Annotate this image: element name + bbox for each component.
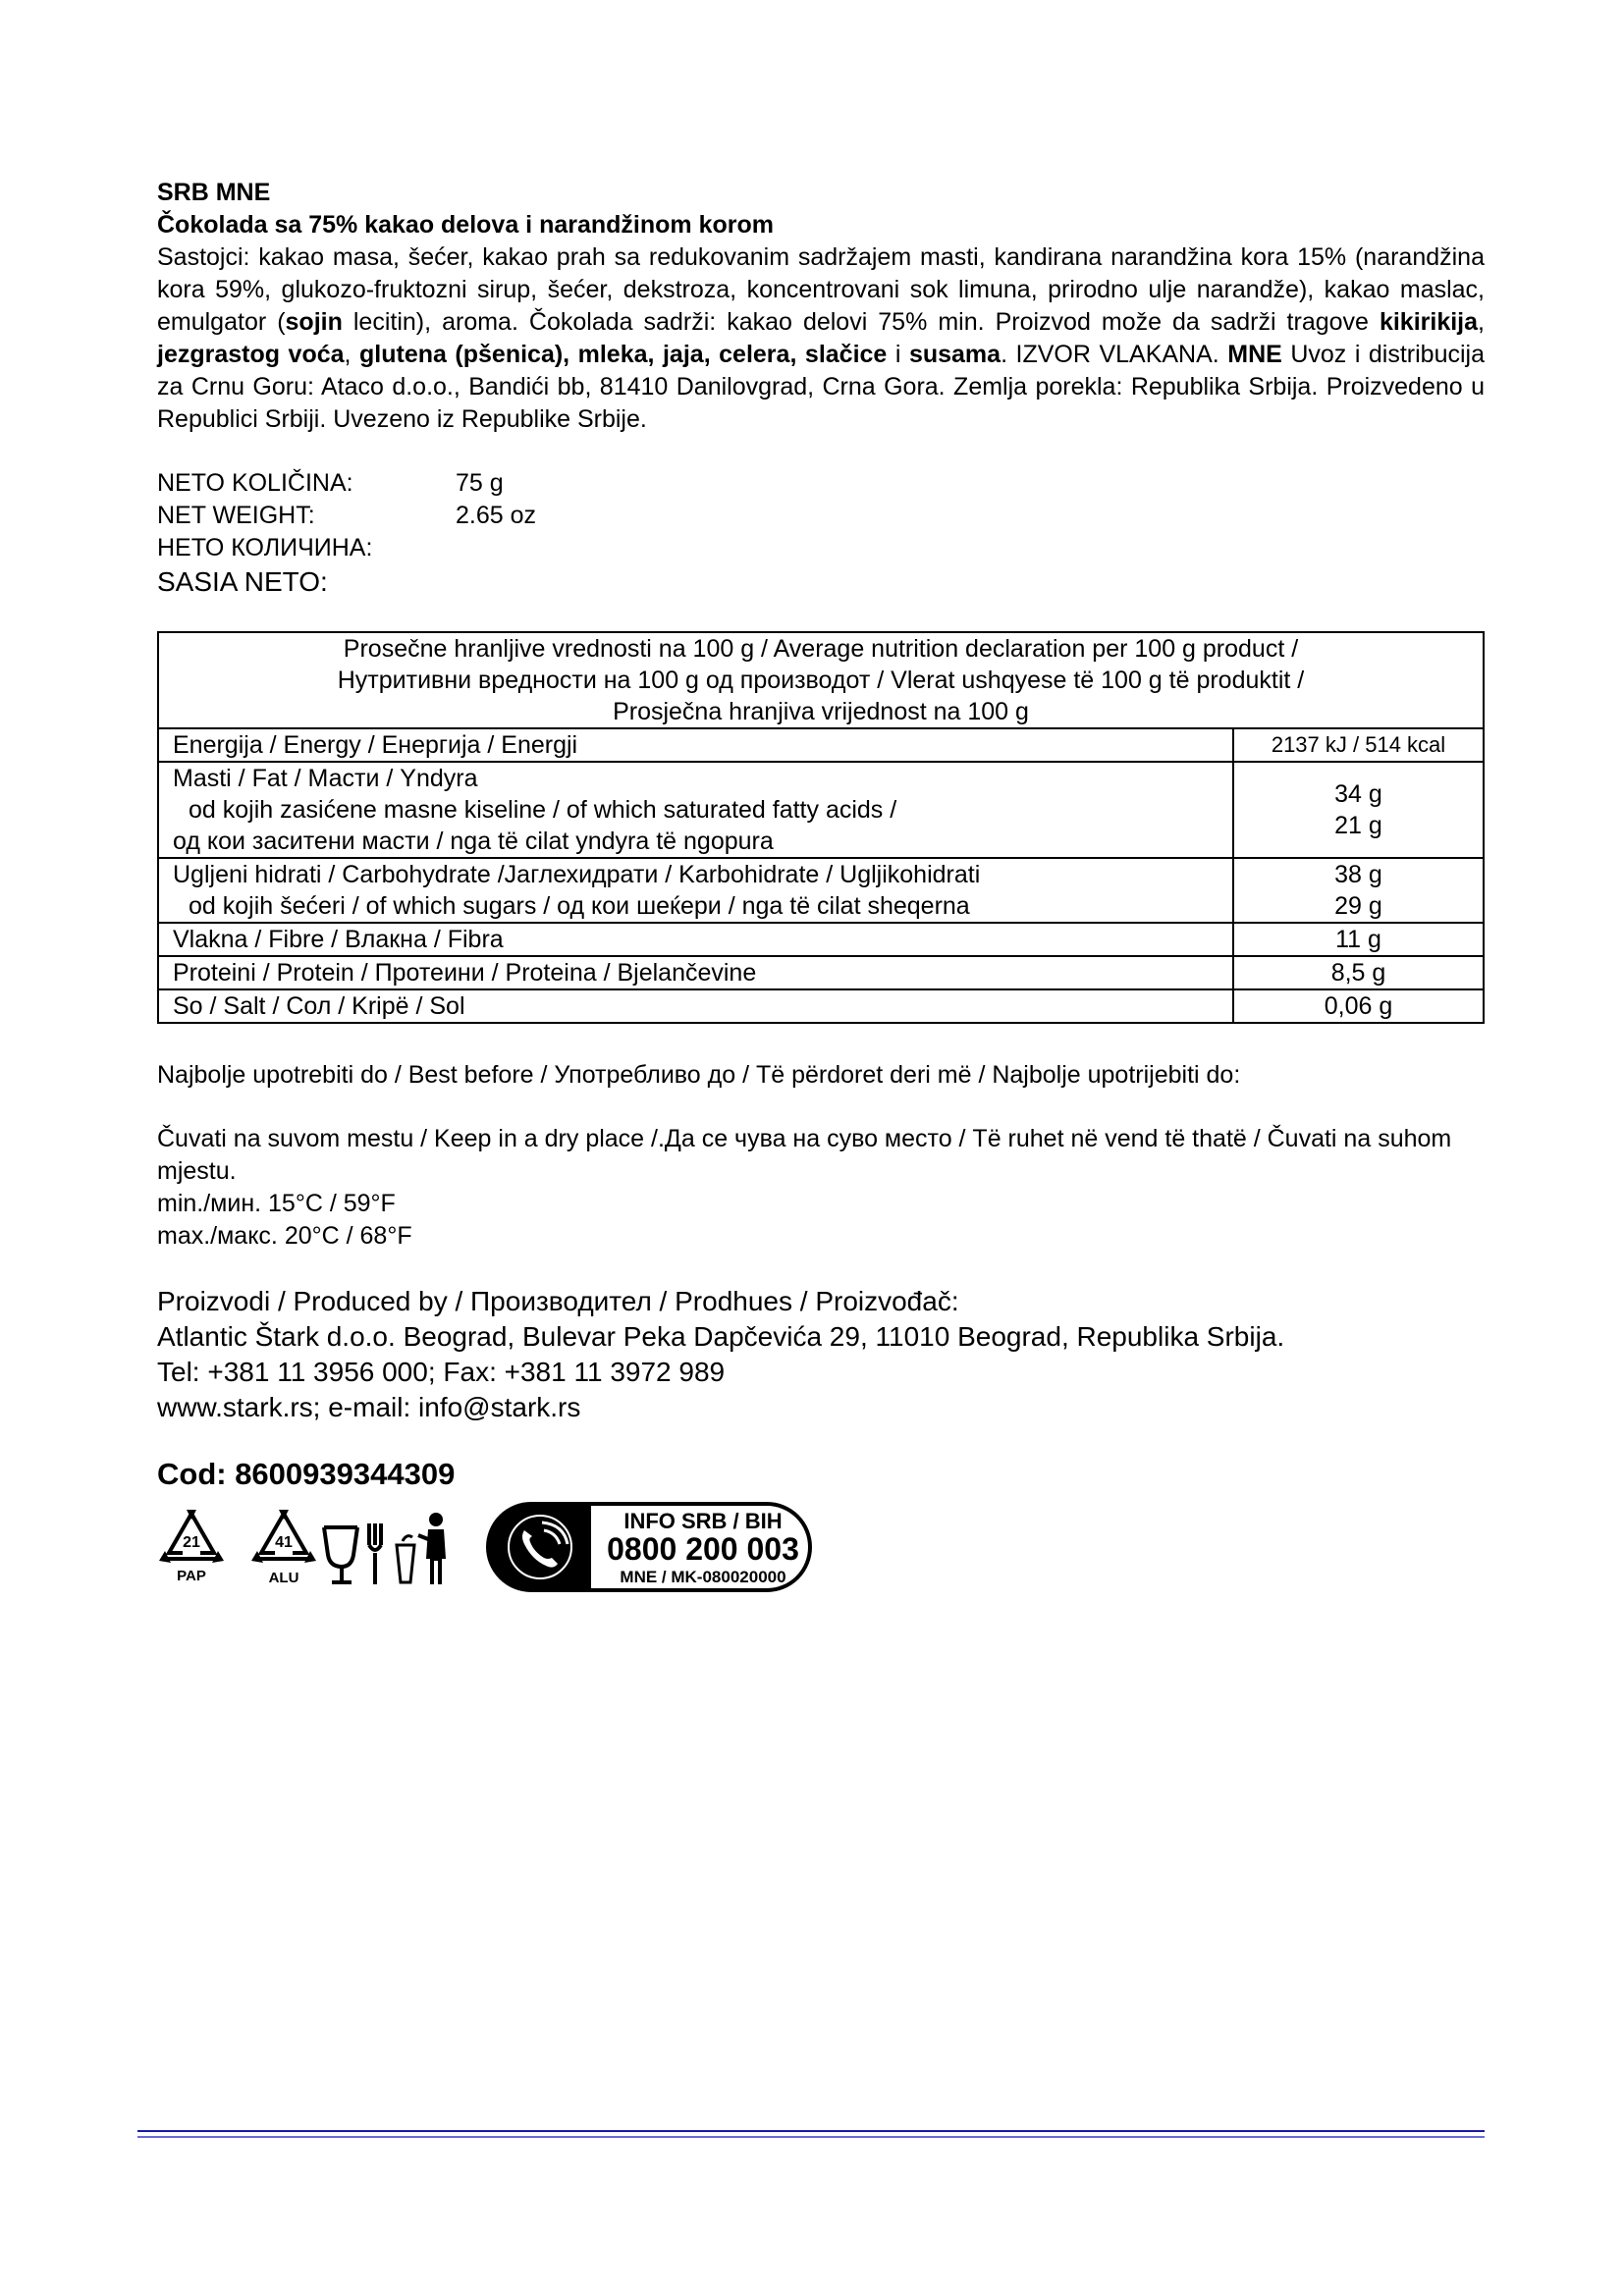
food-safe-icon (318, 1506, 393, 1588)
table-row (158, 956, 1484, 989)
recycle-pap-icon (157, 1506, 226, 1588)
carb-value: 38 g (1334, 861, 1382, 888)
saturated-label-2: од кои заситени масти / nga të cilat yndyra të ngopura (173, 828, 774, 855)
net-quantity-block (157, 467, 1485, 600)
table-row (158, 762, 1484, 858)
table-row (158, 858, 1484, 923)
separator: i (887, 341, 909, 368)
best-before: Najbolje upotrebiti do / Best before / Употребливо до / Të përdoret deri më / Najbolje upotrijebiti do: (157, 1061, 1241, 1089)
net-value: 2.65 oz (456, 502, 537, 529)
producer-web: www.stark.rs; e-mail: info@stark.rs (157, 1392, 581, 1422)
label-page (157, 177, 1485, 1592)
fibre-value: 11 g (1233, 923, 1484, 956)
net-value: 75 g (456, 469, 504, 497)
nutrition-header (158, 632, 1484, 728)
protein-value: 8,5 g (1233, 956, 1484, 989)
energy-label: Energija / Energy / Енергија / Energji (158, 728, 1233, 762)
carb-cell (158, 858, 1233, 923)
recycle-alu-icon (249, 1506, 318, 1588)
product-name: Čokolada sa 75% kakao delova i narandžinom korom (157, 211, 774, 239)
net-row (157, 467, 1485, 500)
pap-label: PAP (177, 1568, 206, 1584)
net-row (157, 500, 1485, 532)
net-row (157, 564, 1485, 600)
storage-min-temp: min./мин. 15°C / 59°F (157, 1190, 396, 1217)
ingredients-part: Uvoz i distribucija za Crnu Goru: Ataco d.o.o., Bandići bb, 81410 Danilovgrad, Crna Gora. Zemlja porekla: Republika Srbija. Proizvedeno u Republici Srbiji. Uvezeno iz Republike Srbije. (157, 341, 1485, 433)
info-line-3: MNE / MK-080020000 (620, 1568, 786, 1586)
alu-number: 41 (275, 1534, 293, 1551)
net-label: SASIA NETO: (157, 566, 328, 597)
sugar-label: od kojih šećeri / of which sugars / од кои шеќери / nga të cilat sheqerna (189, 892, 970, 920)
nutrition-header-line: Нутритивни вредности на 100 g од производот / Vlerat ushqyese të 100 g të produktit / (337, 667, 1305, 694)
net-row (157, 532, 1485, 564)
producer-title: Proizvodi / Produced by / Производител / Prodhues / Proizvođač: (157, 1286, 959, 1316)
info-line-1: INFO SRB / BIH (623, 1509, 783, 1533)
net-label: NETO KOLIČINA: (157, 469, 353, 497)
producer-contact: Tel: +381 11 3956 000; Fax: +381 11 3972 989 (157, 1357, 726, 1387)
country-codes: SRB MNE (157, 179, 271, 206)
product-code: Cod: 8600939344309 (157, 1457, 456, 1491)
allergen-gluten-milk-eggs: glutena (pšenica), mleka, jaja, celera, slačice (359, 341, 888, 368)
saturated-value: 21 g (1334, 812, 1382, 839)
allergen-soy: sojin (285, 308, 343, 336)
nutrition-header-line: Prosječna hranjiva vrijednost na 100 g (613, 698, 1029, 725)
pap-number: 21 (183, 1534, 200, 1551)
ingredients-text (157, 241, 1485, 436)
fat-cell (158, 762, 1233, 858)
energy-value: 2137 kJ / 514 kcal (1233, 728, 1484, 762)
carb-values (1233, 858, 1484, 923)
sugar-value: 29 g (1334, 892, 1382, 920)
alu-label: ALU (268, 1570, 299, 1586)
fat-values (1233, 762, 1484, 858)
producer-address: Atlantic Štark d.o.o. Beograd, Bulevar Peka Dapčevića 29, 11010 Beograd, Republika Srbija. (157, 1321, 1285, 1352)
separator: , (1478, 308, 1485, 336)
mne-marker: MNE (1227, 341, 1282, 368)
footer-divider (137, 2130, 1485, 2138)
allergen-nuts: jezgrastog voća (157, 341, 345, 368)
salt-label: So / Salt / Сол / Kripë / Sol (158, 989, 1233, 1023)
ingredients-part: Sastojci: kakao masa, šećer, kakao prah sa redukovanim sadržajem masti, kandirana narandžina kora 15% (narandžina kora 59%, glukozo-fruktozni sirup, šećer, dekstroza, koncentrovani sok limuna, prirodno ulje narandže), kakao maslac, emulgator ( (157, 243, 1485, 336)
storage-max-temp: max./макс. 20°C / 68°F (157, 1222, 412, 1250)
table-row (158, 989, 1484, 1023)
info-phone-badge (485, 1501, 813, 1593)
net-label: НЕТО КОЛИЧИНА: (157, 534, 373, 561)
ingredients-part: . IZVOR VLAKANA. (1001, 341, 1228, 368)
fibre-label: Vlakna / Fibre / Влакна / Fibra (158, 923, 1233, 956)
table-row (158, 728, 1484, 762)
salt-value: 0,06 g (1233, 989, 1484, 1023)
nutrition-header-row (158, 632, 1484, 728)
saturated-label: od kojih zasićene masne kiseline / of which saturated fatty acids / (189, 796, 897, 824)
allergen-sesame: susama (908, 341, 1001, 368)
net-label: NET WEIGHT: (157, 502, 315, 529)
ingredients-part: lecitin), aroma. Čokolada sadrži: kakao delovi 75% min. Proizvod može da sadrži tragove (342, 308, 1380, 336)
nutrition-table (157, 631, 1485, 1024)
separator: , (344, 341, 359, 368)
info-phone-number: 0800 200 003 (607, 1531, 799, 1567)
fat-label: Masti / Fat / Масти / Yndyra (173, 765, 478, 792)
protein-label: Proteini / Protein / Протеини / Proteina / Bjelančevine (158, 956, 1233, 989)
allergen-peanut: kikirikija (1379, 308, 1479, 336)
producer-block (157, 1284, 1485, 1425)
nutrition-header-line: Prosečne hranljive vrednosti na 100 g / Average nutrition declaration per 100 g product / (343, 635, 1299, 663)
storage-instructions: Čuvati na suvom mestu / Keep in a dry place /.Да се чува на суво место / Të ruhet në vend të thatë / Čuvati na suhom mjestu. (157, 1125, 1452, 1185)
carb-label: Ugljeni hidrati / Carbohydrate /Јаглехидрати / Karbohidrate / Ugljikohidrati (173, 861, 981, 888)
tidyman-icon (393, 1506, 456, 1588)
storage-block (157, 1123, 1485, 1253)
symbols-row (157, 1502, 1485, 1592)
table-row (158, 923, 1484, 956)
fat-value: 34 g (1334, 780, 1382, 808)
